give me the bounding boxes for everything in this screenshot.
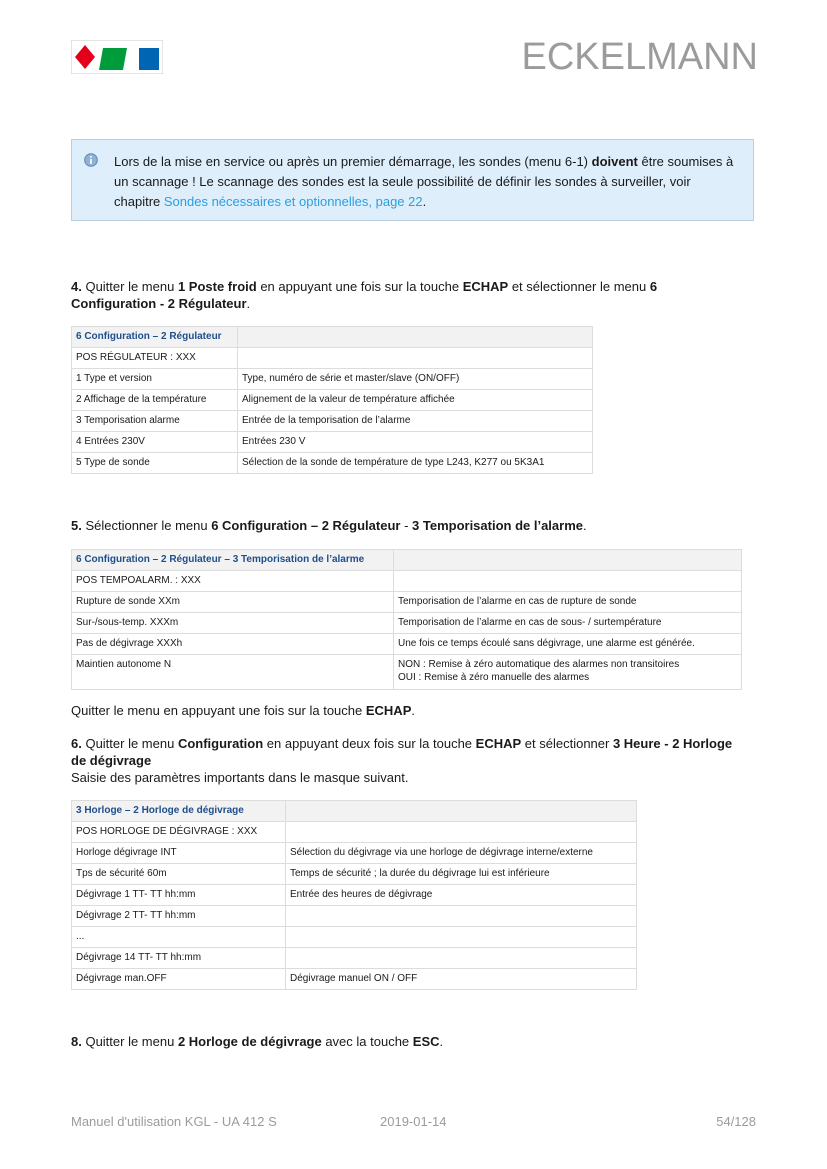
step-4-text: 4. Quitter le menu 1 Poste froid en appuyant une fois sur la touche ECHAP et sélectionner le menu 6 Configuration - 2 Régulateur. bbox=[71, 279, 658, 311]
footer-date: 2019-01-14 bbox=[380, 1114, 447, 1129]
table-row: 2 Affichage de la température Alignement de la valeur de température affichée bbox=[72, 390, 593, 411]
table-row: Pas de dégivrage XXXh Une fois ce temps écoulé sans dégivrage, une alarme est générée. bbox=[72, 634, 742, 655]
quit-echap-text: Quitter le menu en appuyant une fois sur la touche ECHAP. bbox=[71, 703, 415, 718]
table-header: 6 Configuration – 2 Régulateur bbox=[72, 327, 238, 348]
table-row: 4 Entrées 230V Entrées 230 V bbox=[72, 432, 593, 453]
info-box bbox=[71, 139, 754, 221]
table-row: ... bbox=[72, 927, 637, 948]
step-5-text: 5. Sélectionner le menu 6 Configuration – 2 Régulateur - 3 Temporisation de l’alarme. bbox=[71, 518, 587, 533]
table-row: Sur-/sous-temp. XXXm Temporisation de l’alarme en cas de sous- / surtempérature bbox=[72, 613, 742, 634]
table-header: 6 Configuration – 2 Régulateur – 3 Temporisation de l’alarme bbox=[72, 550, 394, 571]
info-text: Lors de la mise en service ou après un premier démarrage, les sondes (menu 6-1) doivent être soumises à un scannage ! Le scannage des sondes est la seule possibilité de définir les sondes à surveiller, voir chapitre Sondes nécessaires et optionnelles, page 22. bbox=[114, 154, 734, 209]
table-row: Dégivrage 14 TT- TT hh:mm bbox=[72, 948, 637, 969]
table-header: 3 Horloge – 2 Horloge de dégivrage bbox=[72, 801, 286, 822]
table-row: POS RÉGULATEUR : XXX bbox=[72, 348, 593, 369]
table-header-row bbox=[72, 801, 637, 822]
info-icon bbox=[84, 153, 98, 167]
table-row: Dégivrage 1 TT- TT hh:mm Entrée des heures de dégivrage bbox=[72, 885, 637, 906]
table-temporisation bbox=[71, 549, 742, 690]
eckelmann-logo bbox=[71, 40, 163, 74]
table-row: 5 Type de sonde Sélection de la sonde de température de type L243, K277 ou 5K3A1 bbox=[72, 453, 593, 474]
footer-page-number: 54/128 bbox=[716, 1114, 756, 1129]
chapter-link[interactable]: Sondes nécessaires et optionnelles, page 22 bbox=[163, 194, 423, 209]
table-row: Dégivrage man.OFF Dégivrage manuel ON / OFF bbox=[72, 969, 637, 990]
table-horloge bbox=[71, 800, 637, 990]
step-6-text: 6. Quitter le menu Configuration en appuyant deux fois sur la touche ECHAP et sélectionner 3 Heure - 2 Horloge de dégivrage Saisie des paramètres importants dans le masque suivant. bbox=[71, 736, 733, 785]
table-header-row bbox=[72, 327, 593, 348]
table-row: Maintien autonome N NON : Remise à zéro automatique des alarmes non transitoires OUI : Remise à zéro manuelle des alarmes bbox=[72, 655, 742, 690]
table-row: POS TEMPOALARM. : XXX bbox=[72, 571, 742, 592]
table-row: Tps de sécurité 60m Temps de sécurité ; la durée du dégivrage lui est inférieure bbox=[72, 864, 637, 885]
table-row: 3 Temporisation alarme Entrée de la temporisation de l’alarme bbox=[72, 411, 593, 432]
brand-name: ECKELMANN bbox=[521, 36, 758, 78]
step-8-text: 8. Quitter le menu 2 Horloge de dégivrage avec la touche ESC. bbox=[71, 1034, 444, 1049]
table-regulateur bbox=[71, 326, 593, 474]
footer-manual-title: Manuel d'utilisation KGL - UA 412 S bbox=[71, 1114, 277, 1129]
table-header-row bbox=[72, 550, 742, 571]
table-row: Rupture de sonde XXm Temporisation de l’alarme en cas de rupture de sonde bbox=[72, 592, 742, 613]
table-row: POS HORLOGE DE DÉGIVRAGE : XXX bbox=[72, 822, 637, 843]
table-row: Dégivrage 2 TT- TT hh:mm bbox=[72, 906, 637, 927]
table-row: Horloge dégivrage INT Sélection du dégivrage via une horloge de dégivrage interne/externe bbox=[72, 843, 637, 864]
table-row: 1 Type et version Type, numéro de série et master/slave (ON/OFF) bbox=[72, 369, 593, 390]
